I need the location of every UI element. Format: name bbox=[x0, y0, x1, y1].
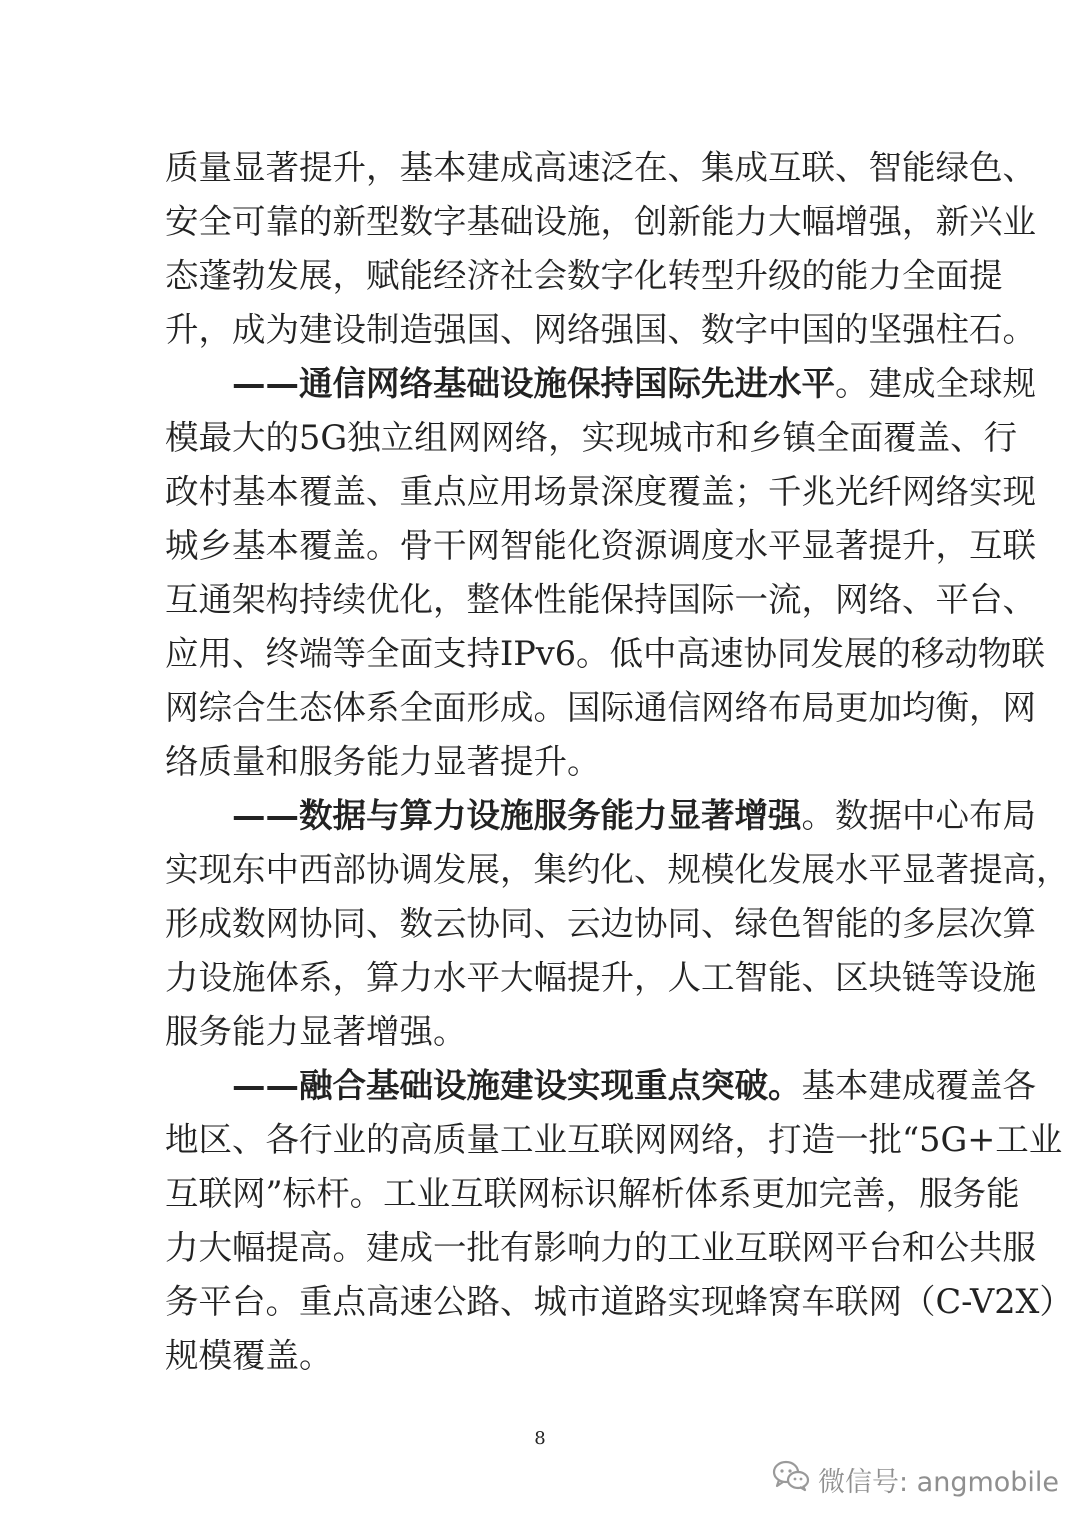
line-text: 地区、各行业的高质量工业互联网网络，打造一批“5G+工业 bbox=[165, 1120, 1063, 1159]
line-text: 城乡基本覆盖。骨干网智能化资源调度水平显著提升，互联 bbox=[165, 526, 1036, 565]
line-text: 质量显著提升，基本建成高速泛在、集成互联、智能绿色、 bbox=[165, 148, 1036, 187]
text-line bbox=[165, 850, 1070, 890]
line-text: 网综合生态体系全面形成。国际通信网络布局更加均衡，网 bbox=[165, 688, 1036, 727]
text-line bbox=[165, 1282, 1073, 1322]
line-text: 实现东中西部协调发展，集约化、规模化发展水平显著提高， bbox=[165, 850, 1070, 889]
text-line bbox=[165, 1174, 1020, 1214]
text-line bbox=[165, 580, 1036, 620]
line-text: 应用、终端等全面支持IPv6。低中高速协同发展的移动物联 bbox=[165, 634, 1046, 673]
line-text: 形成数网协同、数云协同、云边协同、绿色智能的多层次算 bbox=[165, 904, 1036, 943]
line-text: 力设施体系，算力水平大幅提升，人工智能、区块链等设施 bbox=[165, 958, 1036, 997]
wechat-icon bbox=[772, 1460, 818, 1499]
watermark-text: 微信号: angmobile bbox=[818, 1466, 1060, 1498]
text-line bbox=[165, 904, 1036, 944]
text-line bbox=[165, 418, 1018, 458]
line-text: 升，成为建设制造强国、网络强国、数字中国的坚强柱石。 bbox=[165, 310, 1036, 349]
line-text: 务平台。重点高速公路、城市道路实现蜂窝车联网（C-V2X） bbox=[165, 1282, 1073, 1321]
line-text: 。建成全球规 bbox=[835, 364, 1036, 403]
page-number: 8 bbox=[534, 1428, 546, 1449]
text-line bbox=[165, 1228, 1036, 1268]
line-text: 模最大的5G独立组网网络，实现城市和乡镇全面覆盖、行 bbox=[165, 418, 1018, 457]
line-text: 力大幅提高。建成一批有影响力的工业互联网平台和公共服 bbox=[165, 1228, 1036, 1267]
paragraph-heading-line bbox=[232, 1066, 1036, 1106]
bold-heading: ——通信网络基础设施保持国际先进水平 bbox=[232, 364, 835, 403]
text-line bbox=[165, 148, 1036, 188]
text-line bbox=[165, 310, 1036, 350]
text-line bbox=[165, 472, 1036, 512]
text-line bbox=[165, 634, 1046, 674]
line-text: 。数据中心布局 bbox=[801, 796, 1036, 835]
line-text: 络质量和服务能力显著提升。 bbox=[165, 742, 601, 781]
text-line bbox=[165, 688, 1036, 728]
line-text: 政村基本覆盖、重点应用场景深度覆盖；千兆光纤网络实现 bbox=[165, 472, 1036, 511]
line-text: 态蓬勃发展，赋能经济社会数字化转型升级的能力全面提 bbox=[165, 256, 1003, 295]
line-text: 规模覆盖。 bbox=[165, 1336, 333, 1375]
paragraph-heading-line bbox=[232, 364, 1036, 404]
text-line bbox=[165, 256, 1003, 296]
paragraph-heading-line bbox=[232, 796, 1036, 836]
text-line bbox=[165, 202, 1036, 242]
line-text: 基本建成覆盖各 bbox=[801, 1066, 1036, 1105]
text-line bbox=[165, 742, 915, 782]
text-line bbox=[165, 526, 1036, 566]
line-text: 互通架构持续优化，整体性能保持国际一流，网络、平台、 bbox=[165, 580, 1036, 619]
text-line bbox=[165, 958, 1036, 998]
line-text: 安全可靠的新型数字基础设施，创新能力大幅增强，新兴业 bbox=[165, 202, 1036, 241]
bold-heading: ——数据与算力设施服务能力显著增强 bbox=[232, 796, 802, 835]
wechat-watermark bbox=[772, 1459, 1059, 1499]
bold-heading: ——融合基础设施建设实现重点突破。 bbox=[232, 1066, 802, 1105]
line-text: 服务能力显著增强。 bbox=[165, 1012, 467, 1051]
line-text: 互联网”标杆。工业互联网标识解析体系更加完善，服务能 bbox=[165, 1174, 1020, 1213]
text-line bbox=[165, 1336, 915, 1376]
text-line bbox=[165, 1120, 1063, 1160]
text-line bbox=[165, 1012, 915, 1052]
